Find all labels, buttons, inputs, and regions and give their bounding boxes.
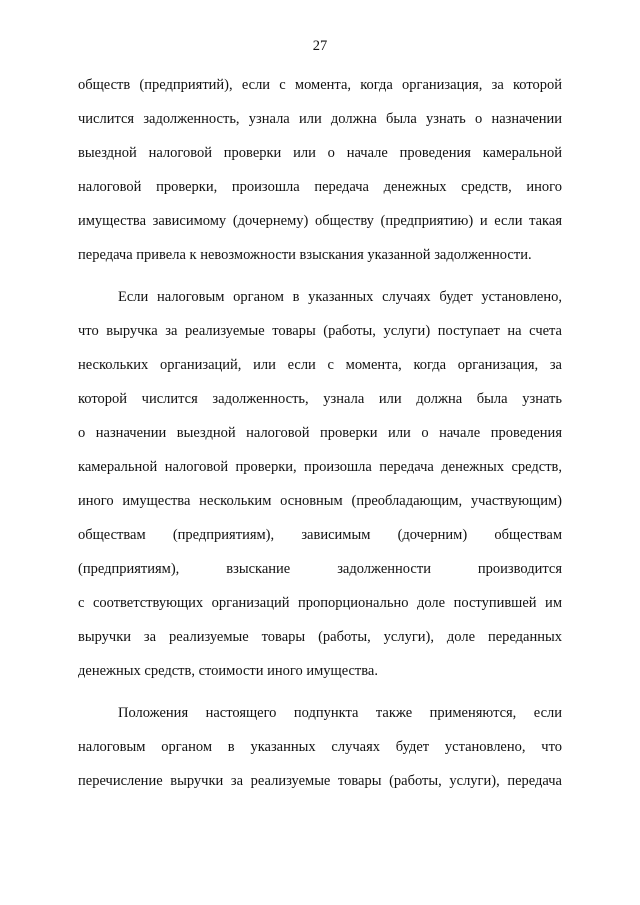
paragraph-3	[78, 696, 562, 798]
text-line: что выручка за реализуемые товары (работы, услуги) поступает на счета	[78, 323, 562, 339]
text-line: Положения настоящего подпункта также применяются, если	[118, 705, 562, 721]
paragraph-1	[78, 68, 562, 272]
text-line: (предприятиям), взыскание задолженности производится	[78, 561, 562, 577]
text-line: о назначении выездной налоговой проверки или о начале проведения	[78, 425, 562, 441]
text-line: перечисление выручки за реализуемые товары (работы, услуги), передача	[78, 773, 562, 789]
text-line: имущества зависимому (дочернему) обществу (предприятию) и если такая	[78, 213, 562, 229]
document-body	[78, 68, 562, 798]
text-line: налоговым органом в указанных случаях будет установлено, что	[78, 739, 562, 755]
text-line: с соответствующих организаций пропорционально доле поступившей им	[78, 595, 562, 611]
paragraph-2	[78, 280, 562, 688]
text-line: иного имущества нескольким основным (преобладающим, участвующим)	[78, 493, 562, 509]
text-line: обществ (предприятий), если с момента, когда организация, за которой	[78, 77, 562, 93]
text-line: Если налоговым органом в указанных случаях будет установлено,	[118, 289, 562, 305]
text-line: денежных средств, стоимости иного имущества.	[78, 663, 378, 679]
text-line: обществам (предприятиям), зависимым (дочерним) обществам	[78, 527, 562, 543]
page-number: 27	[312, 38, 328, 54]
text-line: выездной налоговой проверки или о начале проведения камеральной	[78, 145, 562, 161]
text-line: налоговой проверки, произошла передача денежных средств, иного	[78, 179, 562, 195]
text-line: нескольких организаций, или если с момента, когда организация, за	[78, 357, 562, 373]
text-line: выручки за реализуемые товары (работы, услуги), доле переданных	[78, 629, 562, 645]
text-line: числится задолженность, узнала или должна была узнать о назначении	[78, 111, 562, 127]
text-line: которой числится задолженность, узнала или должна была узнать	[78, 391, 562, 407]
text-line: передача привела к невозможности взыскания указанной задолженности.	[78, 247, 532, 263]
text-line: камеральной налоговой проверки, произошла передача денежных средств,	[78, 459, 562, 475]
